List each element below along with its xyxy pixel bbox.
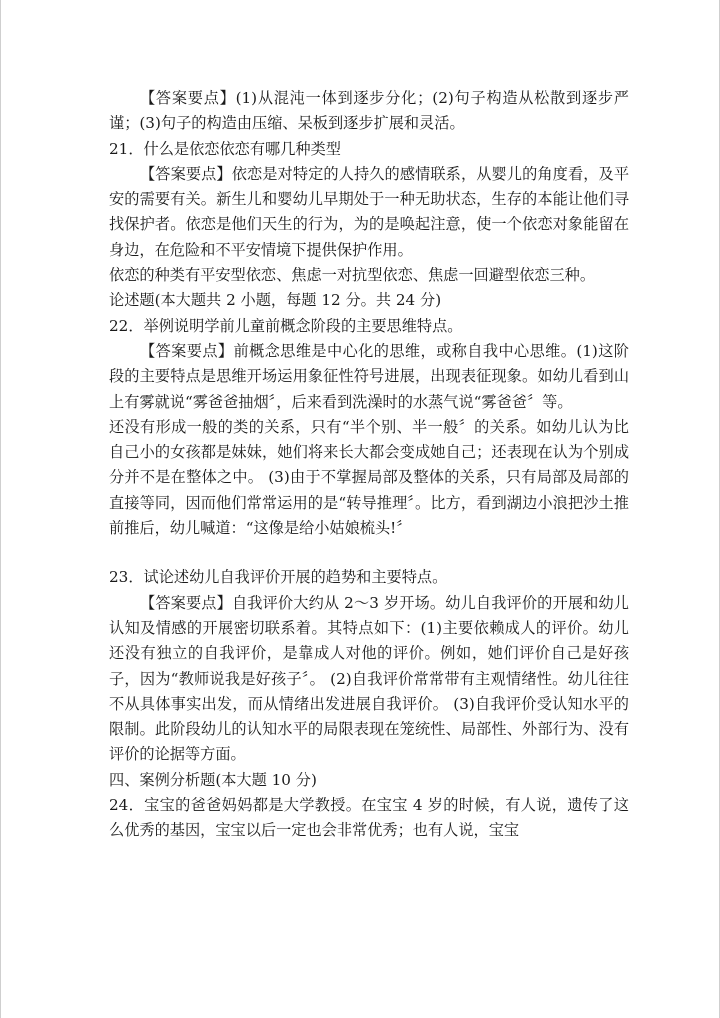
question-22: 22．举例说明学前儿童前概念阶段的主要思维特点。 — [109, 316, 463, 335]
question-24: 24．宝宝的爸爸妈妈都是大学教授。在宝宝 4 岁的时候，有人说，遗传了这么优秀的基因，宝宝以后一定也会非常优秀；也有人说，宝宝 — [109, 796, 629, 840]
question-23: 23．试论述幼儿自我评价开展的趋势和主要特点。 — [109, 568, 448, 587]
answer-paragraph-23: 【答案要点】自我评价大约从 2～3 岁开场。幼儿自我评价的开展和幼儿认知及情感的开展密切联系着。其特点如下：(1)主要依赖成人的评价。幼儿还没有独立的自我评价，是靠成人对他的评价。例如，她们评价自己是好孩子，因为“教师说我是好孩子〞。 (2)自我评价常常带有主观情绪性。幼儿往往不从具体事实出发，而从情绪出发进展自我评价。 (3)自我评价受认知水平的限制。此阶段幼儿的认知水平的局限表现在笼统性、局部性、外部行为、没有评价的论据等方面。 — [109, 593, 629, 764]
answer-paragraph-22: 【答案要点】前概念思维是中心化的思维，或称自我中心思维。(1)这阶段的主要特点是思维开场运用象征性符号进展，出现表征现象。如幼儿看到山上有雾就说“雾爸爸抽烟〞，后来看到洗澡时的水蒸气说“雾爸爸〞等。 — [109, 341, 629, 411]
section-heading-essay: 论述题(本大题共 2 小题，每题 12 分。共 24 分) — [109, 291, 442, 310]
question-21: 21．什么是依恋依恋有哪几种类型 — [109, 139, 341, 158]
answer-paragraph-21: 【答案要点】依恋是对特定的人持久的感情联系，从婴儿的角度看，及平安的需要有关。新生儿和婴幼儿早期处于一种无助状态，生存的本能让他们寻找保护者。依恋是他们天生的行为，为的是唤起注意，使一个依恋对象能留在身边，在危险和不平安情境下提供保护作用。 — [109, 164, 629, 259]
blank-line — [109, 541, 629, 565]
answer-paragraph-22-cont: 还没有形成一般的类的关系，只有“半个别、半一般〞的关系。如幼儿认为比自己小的女孩都是妹妹，她们将来长大都会变成她自己；还表现在认为个别成分并不是在整体之中。 (3)由于不掌握局部及整体的关系，只有局部及局部的直接等同，因而他们常常运用的是“转导推理〞。比方，看到湖边小浪把沙土推前推后，幼儿喊道：“这像是给小姑娘梳头!〞 — [109, 417, 629, 538]
answer-paragraph-20: 【答案要点】(1)从混沌一体到逐步分化；(2)句子构造从松散到逐步严谨；(3)句子的构造由压缩、呆板到逐步扩展和灵活。 — [109, 89, 629, 133]
section-heading-case: 四、案例分析题(本大题 10 分) — [109, 770, 317, 789]
answer-paragraph-21-types: 依恋的种类有平安型依恋、焦虑一对抗型依恋、焦虑一回避型依恋三种。 — [109, 266, 595, 285]
document-body — [109, 86, 629, 844]
